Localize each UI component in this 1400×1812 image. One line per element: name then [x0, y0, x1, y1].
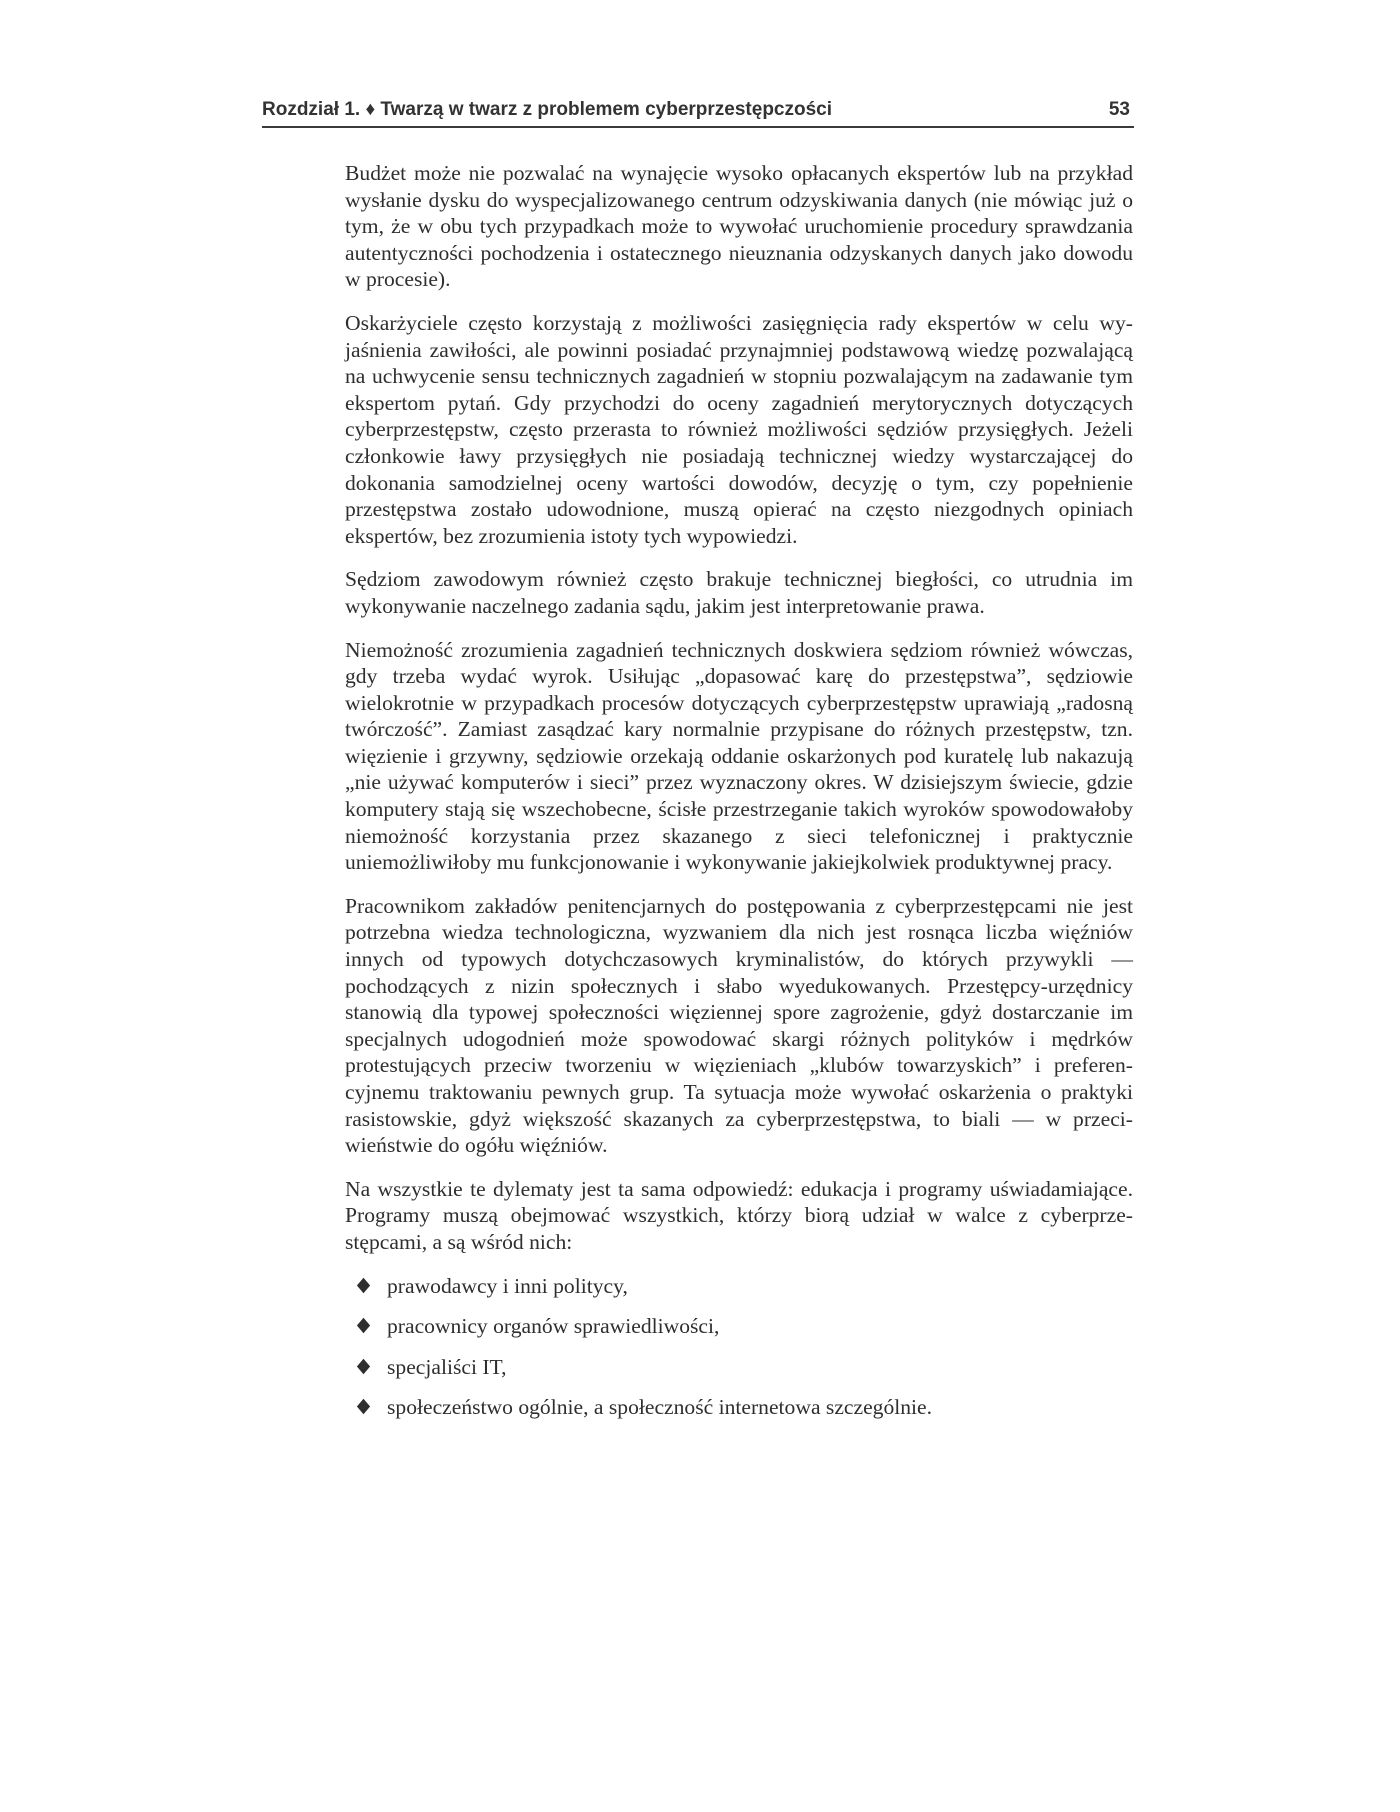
bullet-list [345, 1273, 1133, 1421]
list-item-text: prawodawcy i inni politycy, [387, 1273, 628, 1298]
paragraph-budget: Budżet może nie pozwalać na wynajęcie wysoko opłacanych ekspertów lub na przykład wysłanie dysku do wyspecjalizowanego centrum odzyskiwania danych (nie mówiąc już o tym, że w obu tych przypadkach może to wywołać uruchomienie procedury sprawdzania autentyczności pochodzenia i ostatecznego nieuznania odzyskanych danych jako dowodu w procesie). [345, 161, 1133, 292]
paragraph-judges: Sędziom zawodowym również często brakuje technicznej biegłości, co utrudnia im wykonywanie naczelnego zadania sądu, jakim jest interpretowanie prawa. [345, 567, 1133, 618]
list-item [345, 1313, 1133, 1340]
running-header [262, 96, 1134, 128]
paragraph-sentencing: Niemożność zrozumienia zagadnień technicznych doskwiera sędziom również wówczas, gdy trzeba wydać wyrok. Usiłując „dopasować karę do przestępstwa”, sędziowie wielokrotnie w przypadkach procesów dotyczących cyberprzestępstw uprawiają „radosną twórczość”. Zamiast zasądzać kary normalnie przypisane do różnych przestępstw, tzn. więzienie i grzywny, sędziowie orzekają oddanie oskarżonych pod kuratelę lub nakazują „nie używać komputerów i sieci” przez wyznaczony okres. W dzisiejszym świecie, gdzie komputery stają się wszechobecne, ścisłe przestrzeganie takich wyroków spowodowałoby niemożność korzystania przez skazanego z sieci telefonicznej i praktycznie uniemożliwiłoby mu funkcjonowanie i wykonywanie jakiejkolwiek produktywnej pracy. [345, 637, 1133, 875]
paragraph-prosecutors: Oskarżyciele często korzystają z możliwości zasięgnięcia rady ekspertów w celu wyjaśnienia zawiłości, ale powinni posiadać przynajmniej podstawową wiedzę pozwalającą na uchwycenie sensu technicznych zagadnień w stopniu pozwalającym na zadawanie tym ekspertom pytań. Gdy przychodzi do oceny zagadnień merytorycznych dotyczących cyberprzestępstw, często przerasta to również możliwości sędziów przysięgłych. Jeżeli członkowie ławy przysięgłych nie posiadają technicznej wiedzy wystarczającej do dokonania samodzielnej oceny wartości dowodów, decyzję o tym, czy popełnienie przestępstwa zostało udowodnione, muszą opierać na często niezgodnych opiniach ekspertów, bez zrozumienia istoty tych wypowiedzi. [345, 310, 1133, 548]
chapter-title: Rozdział 1. ♦ Twarzą w twarz z problemem cyberprzestępczości [262, 99, 833, 120]
paragraph-prison-staff: Pracownikom zakładów penitencjarnych do postępowania z cyberprzestępcami nie jest potrzebna wiedza technologiczna, wyzwaniem dla nich jest rosnąca liczba więźniów innych od typowych dotychczasowych kryminalistów, do których przywykli — pochodzących z nizin społecznych i słabo wyedukowanych. Przestępcy-urzędnicy stanowią dla typowej społeczności więziennej spore zagrożenie, gdyż dostarczanie im specjalnych udogodnień może spowodować skargi różnych polityków i mędrków protestujących przeciw tworzeniu w więzieniach „klubów towarzyskich” i preferencyjnemu traktowaniu pewnych grup. Ta sytuacja może wywołać oskarżenia o praktyki rasistowskie, gdyż większość skazanych za cyberprzestępstwa, to biali — w przeciwieństwie do ogółu więźniów. [345, 893, 1133, 1158]
body-text [345, 160, 1133, 1435]
list-item-text: społeczeństwo ogólnie, a społeczność internetowa szczególnie. [387, 1395, 933, 1420]
page-number: 53 [1108, 99, 1130, 120]
diamond-bullet-icon [357, 1358, 370, 1374]
paragraph-education: Na wszystkie te dylematy jest ta sama odpowiedź: edukacja i programy uświadamiające. Programy muszą obejmować wszystkich, którzy biorą udział w walce z cyberprzestępcami, a są wśród nich: [345, 1176, 1133, 1254]
list-item [345, 1354, 1133, 1381]
list-item [345, 1394, 1133, 1421]
diamond-bullet-icon [357, 1277, 370, 1293]
list-item-text: specjaliści IT, [387, 1354, 507, 1379]
list-item [345, 1273, 1133, 1300]
diamond-bullet-icon [357, 1399, 370, 1415]
list-item-text: pracownicy organów sprawiedliwości, [387, 1314, 720, 1339]
diamond-bullet-icon [357, 1318, 370, 1334]
